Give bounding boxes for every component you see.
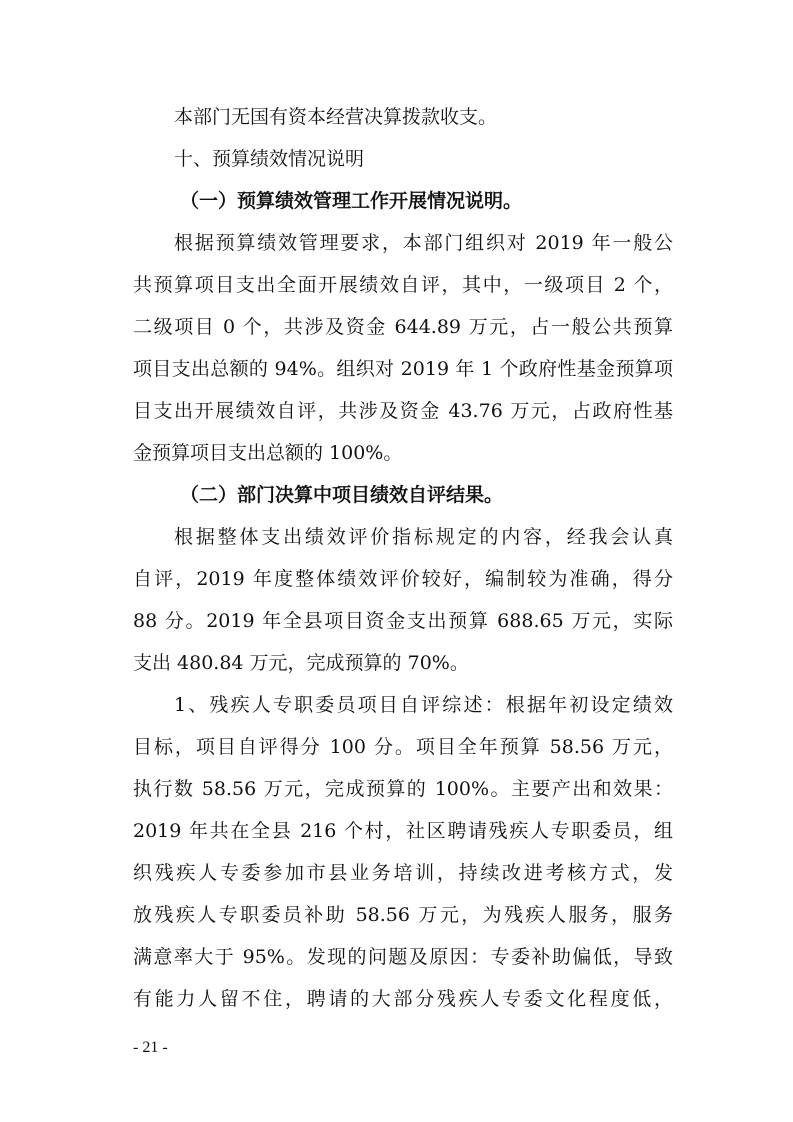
- paragraph-line: 根据预算绩效管理要求，本部门组织对 2019 年一般公: [174, 232, 673, 254]
- paragraph-line: 二级项目 0 个，共涉及资金 644.89 万元，占一般公共预算: [133, 316, 673, 338]
- paragraph-line: 自评，2019 年度整体绩效评价较好，编制较为准确，得分: [133, 568, 673, 590]
- paragraph-line: 执行数 58.56 万元，完成预算的 100%。主要产出和效果：: [133, 778, 673, 800]
- paragraph-line: 目标，项目自评得分 100 分。项目全年预算 58.56 万元，: [133, 736, 673, 758]
- paragraph-line: 根据整体支出绩效评价指标规定的内容，经我会认真: [174, 526, 673, 548]
- paragraph-line: 88 分。2019 年全县项目资金支出预算 688.65 万元，实际: [133, 610, 673, 632]
- paragraph-line: 1、残疾人专职委员项目自评综述：根据年初设定绩效: [174, 694, 673, 716]
- paragraph-line: 支出 480.84 万元，完成预算的 70%。: [133, 652, 469, 674]
- paragraph-line: 2019 年共在全县 216 个村，社区聘请残疾人专职委员，组: [133, 820, 673, 842]
- paragraph-line: 放残疾人专职委员补助 58.56 万元，为残疾人服务，服务: [133, 904, 673, 926]
- paragraph-line: 共预算项目支出全面开展绩效自评，其中，一级项目 2 个，: [133, 274, 673, 296]
- paragraph-line: 目支出开展绩效自评，共涉及资金 43.76 万元，占政府性基: [133, 400, 673, 422]
- subsection-heading: （一）预算绩效管理工作开展情况说明。: [180, 190, 523, 212]
- paragraph-line: 项目支出总额的 94%。组织对 2019 年 1 个政府性基金预算项: [133, 358, 673, 380]
- paragraph-line: 满意率大于 95%。发现的问题及原因：专委补助偏低，导致: [133, 946, 673, 968]
- subsection-heading: （二）部门决算中项目绩效自评结果。: [180, 484, 504, 506]
- section-heading: 十、预算绩效情况说明: [174, 148, 365, 170]
- paragraph-line: 本部门无国有资本经营决算拨款收支。: [174, 106, 498, 128]
- paragraph-line: 有能力人留不住，聘请的大部分残疾人专委文化程度低，: [133, 988, 673, 1010]
- page-number: - 21 -: [133, 1039, 168, 1056]
- paragraph-line: 织残疾人专委参加市县业务培训，持续改进考核方式，发: [133, 862, 673, 884]
- paragraph-line: 金预算项目支出总额的 100%。: [133, 442, 403, 464]
